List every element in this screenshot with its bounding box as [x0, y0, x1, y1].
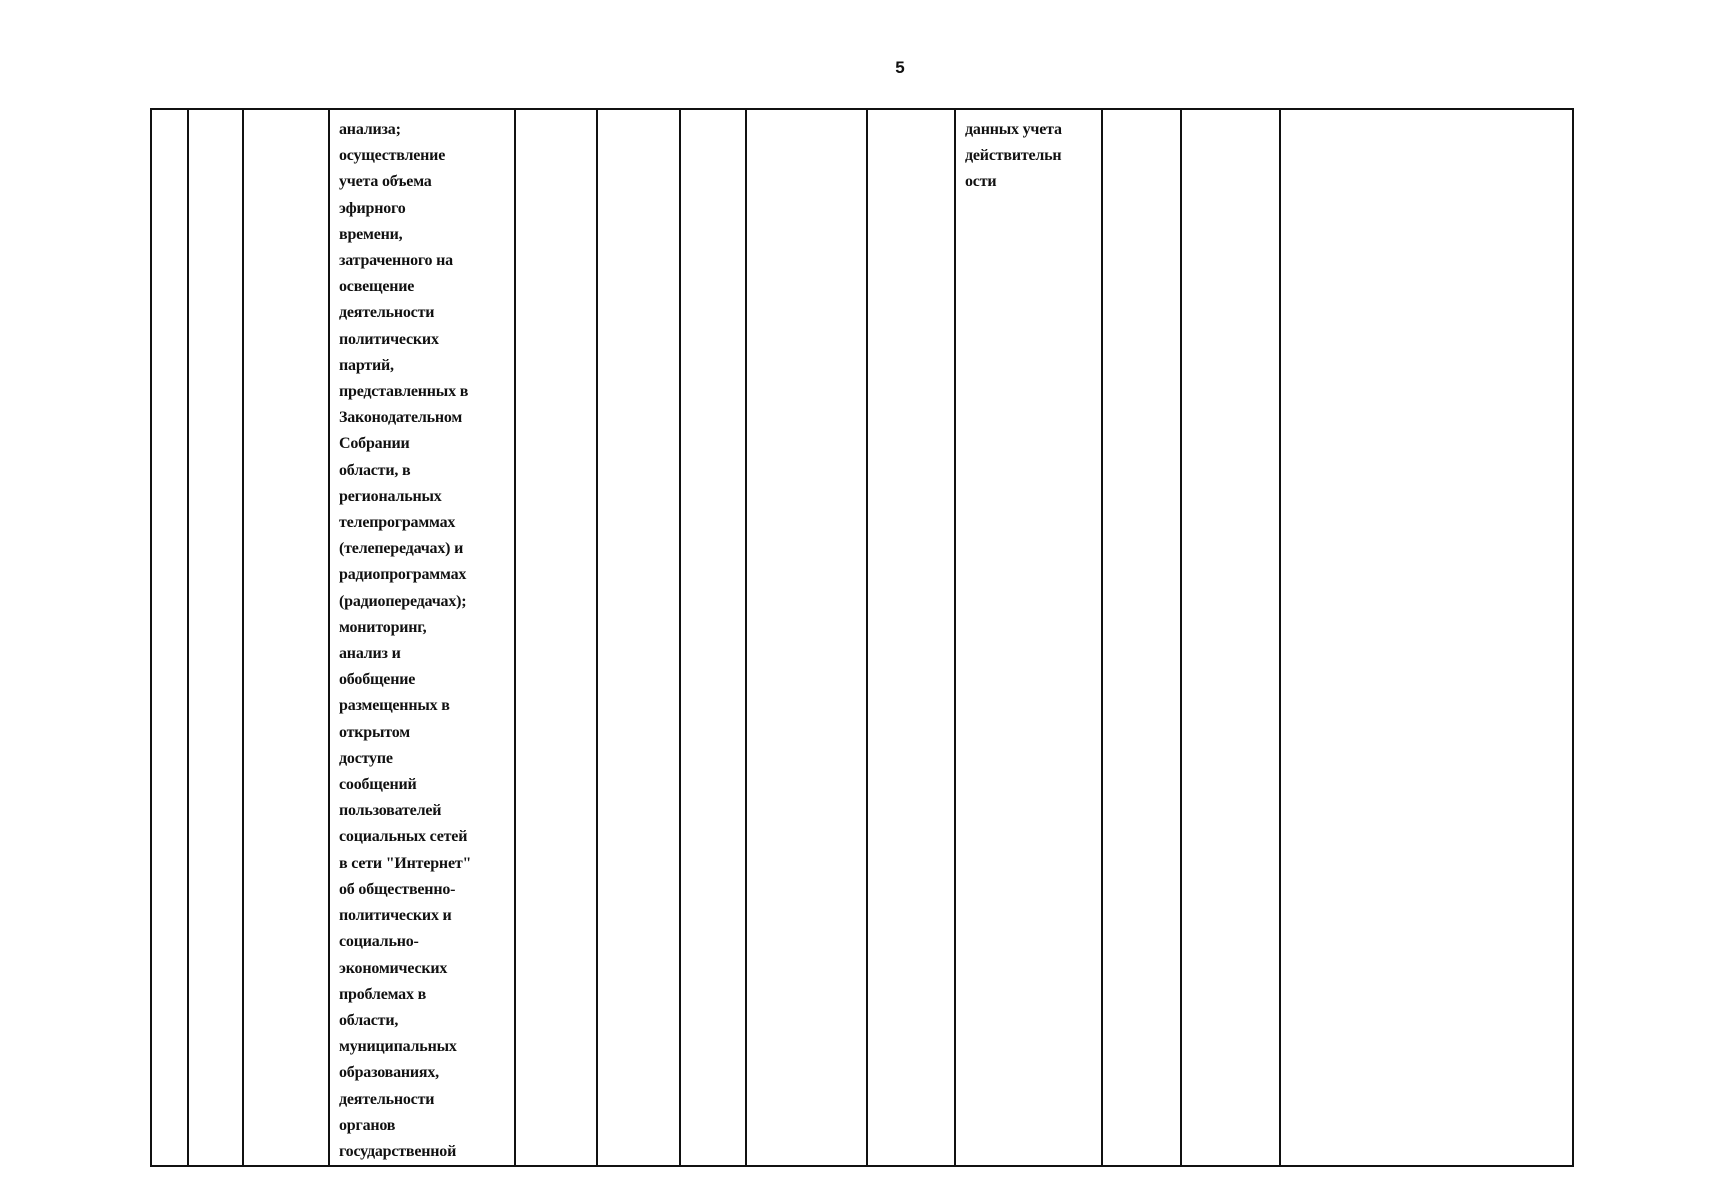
table-cell-col6 — [597, 109, 680, 1166]
table-cell-col3 — [243, 109, 329, 1166]
table-cell-col5 — [515, 109, 597, 1166]
table-cell-col11 — [1102, 109, 1181, 1166]
table-cell-col13 — [1280, 109, 1573, 1166]
document-table — [150, 108, 1574, 1167]
table-cell-col10 — [955, 109, 1102, 1166]
page-number: 5 — [895, 58, 905, 77]
table-cell-col7 — [680, 109, 746, 1166]
table-cell-col1 — [151, 109, 188, 1166]
cell-text-col4: анализа; осуществление учета объема эфирного времени, затраченного на освещение деятельности политических партий, представленных в Законодательном Собрании области, в региональных телепрограммах (телепередачах) и радиопрограммах (радиопередачах); мониторинг, анализ и обобщение размещенных в открытом доступе сообщений пользователей социальных сетей в сети "Интернет" об общественно- политических и социально- экономических проблемах в области, муниципальных образованиях, деятельности органов государственной — [339, 121, 472, 1160]
table-cell-col8 — [746, 109, 867, 1166]
cell-text-col10: данных учета действительн ости — [965, 121, 1062, 191]
table-cell-col2 — [188, 109, 243, 1166]
table-cell-col4 — [329, 109, 515, 1166]
table-row — [151, 109, 1573, 1166]
table-cell-col9 — [867, 109, 955, 1166]
table-cell-col12 — [1181, 109, 1280, 1166]
